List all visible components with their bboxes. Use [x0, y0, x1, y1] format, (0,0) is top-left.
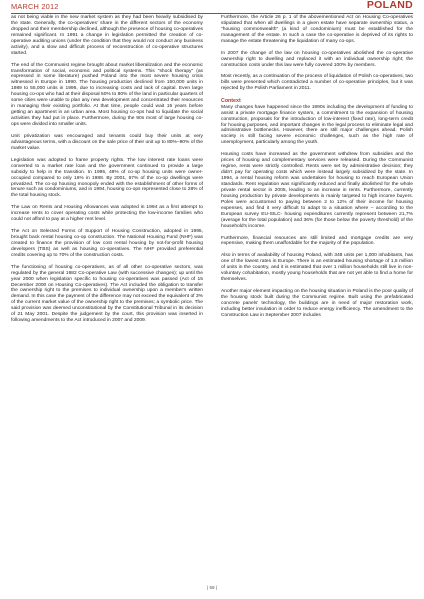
right-column: [221, 15, 413, 325]
paragraph: The Act on Selected Forms of Support of Housing Construction, adopted in 1995, brought back rental housing co-op construction. The National Housing Fund (NHF) was created to finance the provision of low cost rental housing by not-for-profit housing developers (TBS) as well as housing co-operatives. The NHF provided preferential credits covering up to 70% of the construction costs.: [11, 229, 203, 258]
page-number: | 59 |: [206, 585, 218, 590]
paragraph: as not being viable in the new market system as they had been heavily subsidised by the state. Generally, the co-operatives' share in the different sectors of the economy dropped and their membership declined, although the presence of housing co-operatives remained significant. In 1991 a change in legislation permitted the creation of co-operative auditing unions (under the condition that they would not conduct any business activity), and a slow and difficult process of reconstruction of co-operative structures started.: [11, 15, 203, 56]
issue-date: MARCH 2012: [11, 2, 59, 11]
paragraph: Many changes have happened since the 1990s including the development of funding to assist a private mortgage finance system, a commitment to the expansion of housing construction, proposals for the introduction of low-interest (fixed rate), long-term credit for housing purposes, and important changes in the legal process to eliminate legal and administrative bottlenecks. However, there are still major challenges ahead. Polish society is still facing severe economic challenges, such as the high rate of unemployment, particularly among the youth.: [221, 104, 413, 146]
header-rule: [11, 13, 413, 14]
paragraph: The functioning of housing co-operatives, as of all other co-operative sectors, was regulated by the general 1982 Co-operative Law (with successive changes); up until the year 2000 when legislation specific to housing co-operatives was passed (Act of 15 December 2000 on Housing Co-operatives). The Act included the obligation to transfer the ownership right to the premises to individual ownership upon a member's written demand. In this case the payment of the difference may not exceed the equivalent of 3% of the current market value of the ownership right to the premises; a symbolic price. The said provision was deemed unconstitutional by the Constitutional Tribunal in its decision of 21 May 2001. Despite the judgement by the court, this provision was inserted in following amendments to the Act introduced in 2007 and 2009.: [11, 264, 203, 324]
paragraph: Also in terms of availability of housing Poland, with 348 units per 1,000 inhabitants, has one of the lowest rates in Europe. There is an estimated housing shortage of 1,5 million of units in the country, and it is estimated that over 1 million households still live in non-voluntary cohabitation, mostly young households that are not yet able to find a home for themselves.: [221, 253, 413, 283]
paragraph: Furthermore, financial resources are still limited and mortgage credits are very expensive, making them unaffordable for the majority of the population.: [221, 235, 413, 247]
paragraph: The end of the Communist regime brought about market liberalization and the economic transformation of social, economic and political systems. This "shock therapy" (as expressed in some literature) pushed Poland into the most severe housing crisis witnessed in Europe in 1990. The housing production declined from 150,000 units in 1989 to 55,000 units in 1996, due to increasing costs and lack of capital. Even large housing co-ops who had at their disposal 50% to 80% of the land in particular quarters of some cities were unable to plan any new development and concentrated their resources in managing their existing portfolio. At that time, people could wait 15 years before getting an apartment in an urban area. Most housing co-ops had to liquidate the social activities they had put in place. Furthermore, during the 90s most of large housing co-ops were divided into smaller units.: [11, 62, 203, 128]
paragraph: The Law on Rents and Housing Allowances was adopted in 1994 as a first attempt to increase rents to cover operating costs while protecting the low-income families who could not afford to pay at a higher rent level.: [11, 205, 203, 223]
paragraph: Legislation was adopted to frame property rights. The low interest rate loans were converted to a market rate loan and the government continued to provide a large subsidy to help in the transition. In 1995, 48% of co-op housing units were owner-occupied compared to only 16% in 1988. By 2001, 67% of the co-op dwellings were privatized. The co-op housing monopoly ended with the establishment of other forms of tenure such as condominiums, and in 1994, housing co-ops represented close to 28% of the total housing stock.: [11, 157, 203, 199]
page-header: [11, 0, 413, 11]
paragraph: In 2007 the change of the law on housing co-operatives abolished the co-operative ownership right to dwelling and replaced it with an individual ownership right; the construction costs under this law were fully covered 100% by members.: [221, 50, 413, 68]
section-heading-context: Context: [221, 98, 241, 105]
paragraph: Furthermore, the Article 26 p. 1 of the abovementioned Act on Housing Co-operatives stipulated that when all dwellings in a given estate have separate ownership status, a "housing commonwealth" (a kind of condominium) must be established for the management of the estate. In such a case the co-operative is deprived of its rights to manage the estate threatening the liquidation of many co-ops.: [221, 15, 413, 44]
paragraph: Most recently, as a continuation of the process of liquidation of Polish co-operatives, two bills were presented which contradicted a number of co-operative principles, but it was rejected by the Polish Parliament in 2011.: [221, 74, 413, 92]
country-title: POLAND: [366, 0, 413, 11]
paragraph: Another major element impacting on the housing situation in Poland is the poor quality of the housing stock built during the Communist regime. Built using the prefabricated concrete panels' technology, the buildings are in need of major restoration work, including better insulation in order to reduce energy inefficiency. The amendment to the Construction Law in September 2007 includes: [221, 288, 413, 318]
paragraph: Unit privatization was encouraged and tenants could buy their units at very advantageous terms, with a discount on the sale price of their unit up to 80%–90% of the market value.: [11, 133, 203, 151]
left-column: [11, 15, 203, 330]
paragraph: Housing costs have increased as the government withdrew from subsidies and the prices of housing and complementary services were released. During the Communist regime, rents were strictly controlled. Rents were set by administrative decision; they didn't pay for operating costs which were instead largely subsidized by the state. In 1994, a rental housing reform was undertaken for housing to reach European Union standards. Rent regulation was significantly reduced and finally abolished for the whole private rental sector in 2005, leading to an increase in rents. Furthermore, currently housing production by private developments is mainly targeted to high income buyers. Poles were accustomed to paying between 2 to 12% of their income for housing expenses, and find it very difficult to adapt to a situation where – according to the European survey EU-SILC- housing expenditures currently represent between 21,7% (average for the total population) and 36% (for those below the poverty threshold) of the household's income.: [221, 152, 413, 229]
